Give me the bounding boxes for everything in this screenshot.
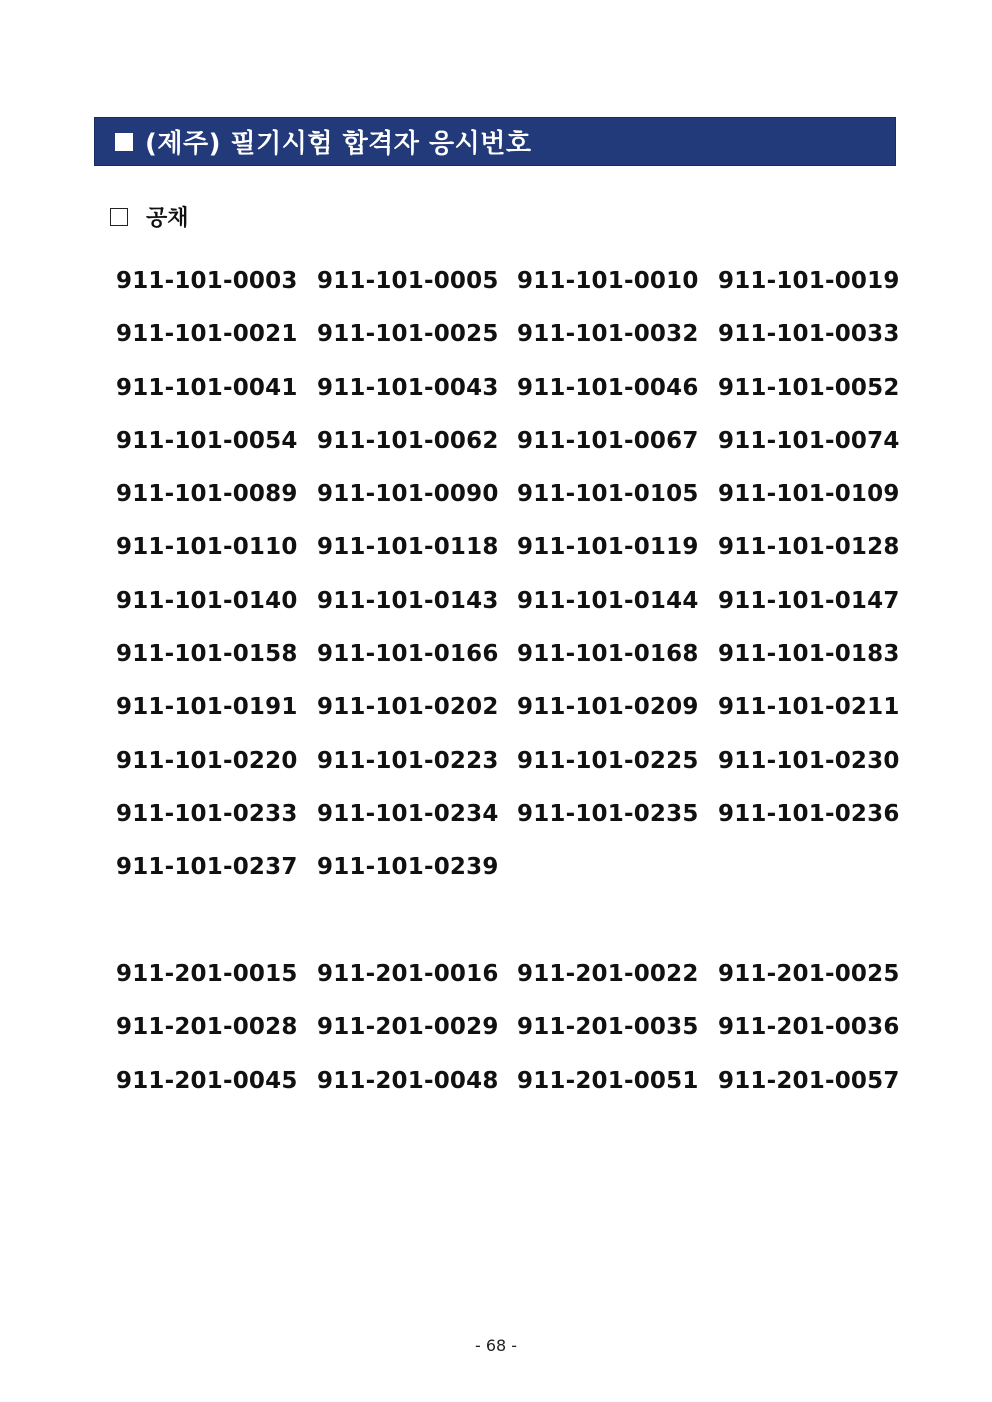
exam-number: 911-101-0191 (116, 694, 298, 721)
exam-number: 911-201-0025 (718, 961, 900, 987)
exam-number: 911-201-0029 (317, 1014, 499, 1041)
exam-number: 911-101-0074 (718, 427, 900, 454)
exam-number: 911-101-0233 (116, 800, 298, 827)
exam-number: 911-101-0143 (317, 587, 499, 614)
exam-number: 911-101-0110 (116, 534, 298, 561)
exam-number: 911-101-0067 (517, 427, 699, 454)
exam-number: 911-101-0140 (116, 587, 298, 614)
subsection-label: 공채 (146, 206, 189, 231)
exam-number: 911-101-0234 (317, 800, 499, 827)
exam-number: 911-201-0028 (116, 1014, 298, 1041)
exam-number: 911-101-0062 (317, 427, 499, 454)
exam-number: 911-201-0016 (317, 961, 499, 987)
exam-number: 911-101-0147 (718, 587, 900, 614)
exam-number: 911-101-0237 (116, 854, 298, 881)
exam-number: 911-101-0021 (116, 321, 298, 348)
exam-number: 911-101-0054 (116, 427, 298, 454)
exam-number: 911-101-0010 (517, 268, 699, 294)
exam-number: 911-101-0119 (517, 534, 699, 561)
exam-number: 911-101-0230 (718, 747, 900, 774)
exam-number: 911-101-0225 (517, 747, 699, 774)
exam-number: 911-101-0052 (718, 374, 900, 401)
empty-square-icon (110, 208, 128, 226)
exam-number-grid-101 (116, 264, 918, 904)
exam-number: 911-101-0168 (517, 641, 699, 668)
exam-number: 911-101-0109 (718, 481, 900, 508)
exam-number: 911-201-0051 (517, 1067, 699, 1094)
exam-number: 911-101-0003 (116, 268, 298, 294)
exam-number: 911-201-0048 (317, 1067, 499, 1094)
exam-number: 911-101-0090 (317, 481, 499, 508)
exam-number: 911-101-0128 (718, 534, 900, 561)
exam-number: 911-201-0036 (718, 1014, 900, 1041)
exam-number: 911-101-0211 (718, 694, 900, 721)
exam-number: 911-101-0220 (116, 747, 298, 774)
exam-number: 911-101-0005 (317, 268, 499, 294)
exam-number: 911-201-0015 (116, 961, 298, 987)
exam-number: 911-101-0019 (718, 268, 900, 294)
section-title-bar (94, 117, 896, 166)
exam-number: 911-201-0035 (517, 1014, 699, 1041)
exam-number: 911-201-0045 (116, 1067, 298, 1094)
exam-number: 911-101-0041 (116, 374, 298, 401)
subsection-heading (110, 201, 189, 232)
page-number: - 68 - (474, 1336, 518, 1355)
section-title: (제주) 필기시험 합격자 응시번호 (145, 129, 532, 159)
exam-number: 911-101-0032 (517, 321, 699, 348)
exam-number: 911-101-0223 (317, 747, 499, 774)
exam-number: 911-101-0089 (116, 481, 298, 508)
exam-number: 911-201-0057 (718, 1067, 900, 1094)
exam-number: 911-101-0239 (317, 854, 499, 881)
exam-number: 911-101-0183 (718, 641, 900, 668)
exam-number: 911-101-0118 (317, 534, 499, 561)
exam-number: 911-101-0046 (517, 374, 699, 401)
exam-number: 911-101-0105 (517, 481, 699, 508)
filled-square-icon (115, 133, 133, 151)
exam-number: 911-201-0022 (517, 961, 699, 987)
exam-number: 911-101-0033 (718, 321, 900, 348)
exam-number: 911-101-0166 (317, 641, 499, 668)
exam-number: 911-101-0025 (317, 321, 499, 348)
exam-number: 911-101-0043 (317, 374, 499, 401)
exam-number: 911-101-0236 (718, 800, 900, 827)
exam-number-grid-201 (116, 957, 918, 1117)
exam-number: 911-101-0144 (517, 587, 699, 614)
exam-number: 911-101-0158 (116, 641, 298, 668)
exam-number: 911-101-0202 (317, 694, 499, 721)
exam-number: 911-101-0235 (517, 800, 699, 827)
exam-number: 911-101-0209 (517, 694, 699, 721)
